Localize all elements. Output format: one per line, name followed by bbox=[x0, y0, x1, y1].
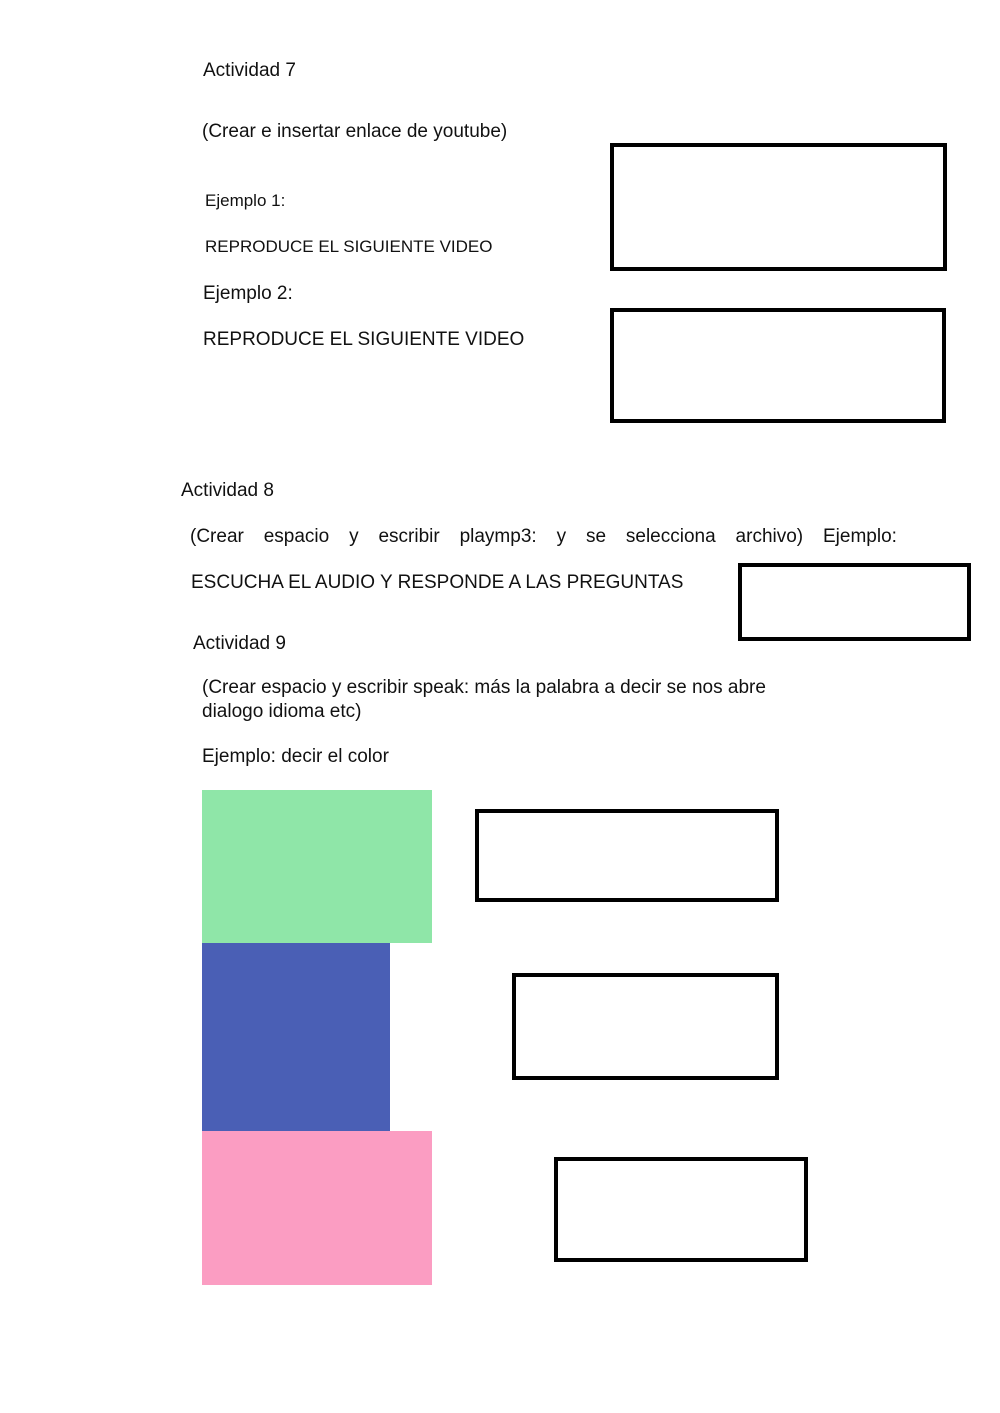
instruction-word: playmp3: bbox=[459, 526, 537, 547]
instruction-word: selecciona bbox=[625, 526, 716, 547]
pink-color-swatch bbox=[202, 1131, 432, 1285]
instruction-word: y bbox=[349, 526, 359, 547]
instruction-word: espacio bbox=[263, 526, 330, 547]
activity7-example1-text: REPRODUCE EL SIGUIENTE VIDEO bbox=[205, 237, 493, 256]
activity7-example2-text: REPRODUCE EL SIGUIENTE VIDEO bbox=[203, 329, 525, 350]
video-embed-box-2[interactable] bbox=[610, 308, 946, 423]
activity8-title: Actividad 8 bbox=[181, 480, 274, 501]
activity9-title: Actividad 9 bbox=[193, 633, 286, 654]
activity8-instruction bbox=[190, 525, 897, 549]
blue-color-swatch bbox=[202, 943, 390, 1131]
activity7-title: Actividad 7 bbox=[203, 60, 296, 81]
instruction-word: (Crear bbox=[190, 526, 244, 547]
activity7-instruction: (Crear e insertar enlace de youtube) bbox=[202, 121, 508, 142]
instruction-word: archivo) bbox=[735, 526, 804, 547]
speak-answer-box-3[interactable] bbox=[554, 1157, 808, 1262]
activity9-instruction: (Crear espacio y escribir speak: más la palabra a decir se nos abre dialogo idioma etc) bbox=[202, 677, 766, 722]
video-embed-box-1[interactable] bbox=[610, 143, 947, 271]
activity8-example-text: ESCUCHA EL AUDIO Y RESPONDE A LAS PREGUNTAS bbox=[191, 572, 684, 593]
audio-player-box[interactable] bbox=[738, 563, 971, 641]
activity9-example-text: Ejemplo: decir el color bbox=[202, 746, 389, 767]
speak-answer-box-1[interactable] bbox=[475, 809, 779, 902]
instruction-word: y bbox=[556, 526, 567, 547]
instruction-word: escribir bbox=[378, 526, 440, 547]
instruction-word: Ejemplo: bbox=[823, 526, 897, 547]
speak-answer-box-2[interactable] bbox=[512, 973, 779, 1080]
activity7-example2-label: Ejemplo 2: bbox=[203, 283, 293, 304]
instruction-word: se bbox=[585, 526, 607, 547]
green-color-swatch bbox=[202, 790, 432, 943]
activity7-example1-label: Ejemplo 1: bbox=[205, 191, 286, 210]
